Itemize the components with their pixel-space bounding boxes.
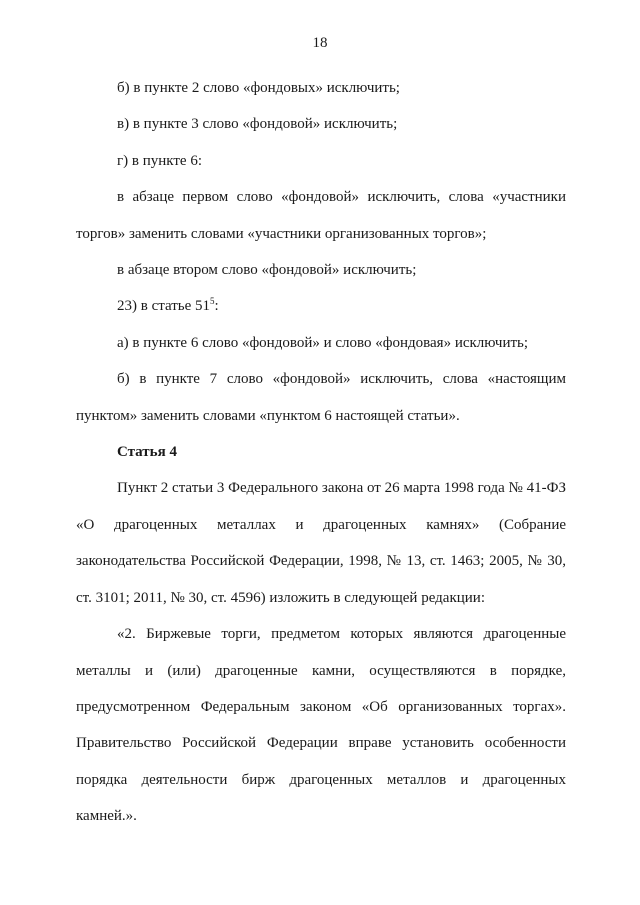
item-23-text: 23) в статье 51 — [117, 298, 211, 315]
item-23-superscript: 5 — [210, 296, 215, 307]
paragraph-item-v-punkt-3: в) в пункте 3 слово «фондовой» исключить; — [117, 116, 398, 133]
paragraph-abzac-vtoroj: в абзаце втором слово «фондовой» исключить; — [117, 262, 417, 279]
paragraph-abzac-pervyj: в абзаце первом слово «фондовой» исключить, слова «участники торгов» заменить словами «участники организованных торгов»; — [76, 189, 566, 242]
article-4-new-wording: «2. Биржевые торги, предметом которых являются драгоценные металлы и (или) драгоценные камни, осуществляются в порядке, предусмотренном Федеральным законом «Об организованных торгах». Правительство Российской Федерации вправе установить особенности порядка деятельности бирж драгоценных металлов и драгоценных камней.». — [76, 626, 566, 825]
article-4-heading: Статья 4 — [117, 444, 177, 461]
paragraph-item-b-punkt-7: б) в пункте 7 слово «фондовой» исключить, слова «настоящим пунктом» заменить словами «пунктом 6 настоящей статьи». — [76, 371, 566, 424]
paragraph-item-a-punkt-6: а) в пункте 6 слово «фондовой» и слово «фондовая» исключить; — [117, 334, 529, 351]
article-4-paragraph: Пункт 2 статьи 3 Федерального закона от 26 марта 1998 года № 41-ФЗ «О драгоценных металлах и драгоценных камнях» (Собрание законодательства Российской Федерации, 1998, № 13, ст. 1463; 2005, № 30, ст. 3101; 2011, № 30, ст. 4596) изложить в следующей редакции: — [76, 480, 566, 606]
paragraph-item-g-punkt-6: г) в пункте 6: — [117, 152, 203, 169]
page-number: 18 — [312, 35, 328, 51]
item-23-colon: : — [214, 298, 219, 315]
paragraph-item-23-statya-51-5 — [76, 288, 566, 324]
paragraph-item-b-punkt-2: б) в пункте 2 слово «фондовых» исключить; — [117, 80, 400, 96]
document-body — [76, 70, 566, 835]
